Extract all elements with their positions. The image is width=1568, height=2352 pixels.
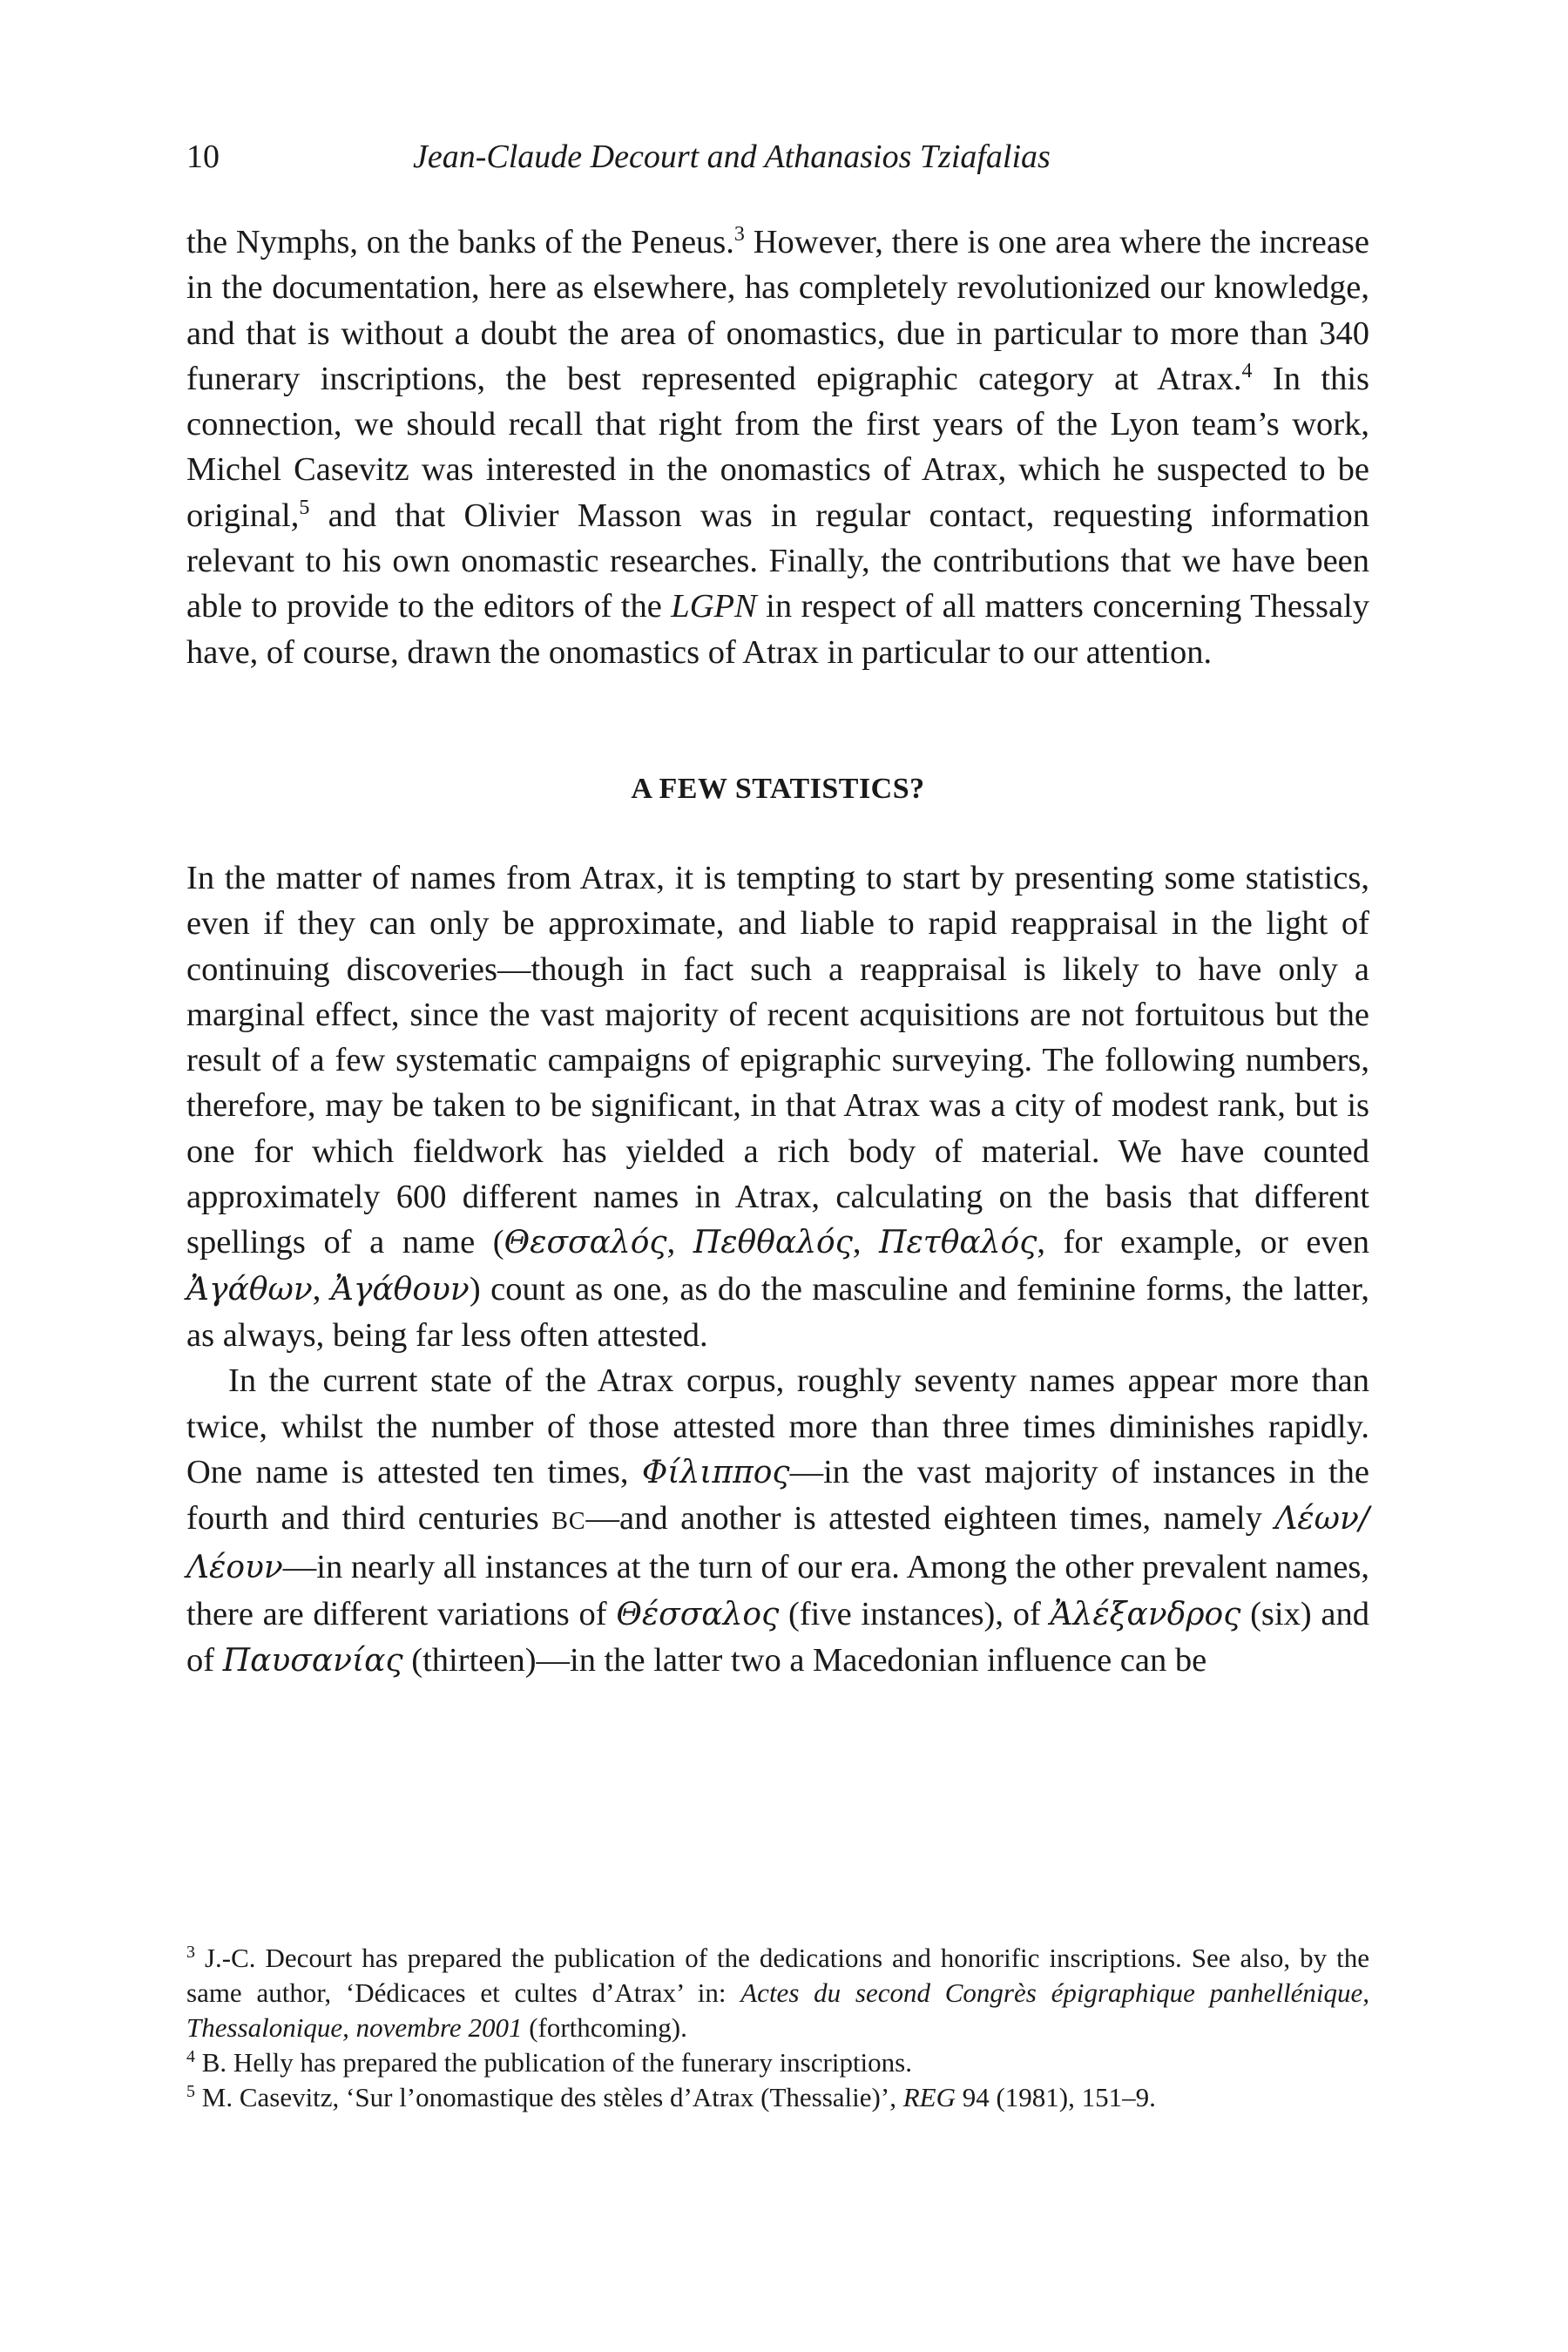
main-text [186,220,1369,1684]
footnote-mark: 5 [186,2082,195,2101]
text-run: However, there is one area where the increase in the documentation, here as elsewhere, has completely revolutionized our knowledge, and that is without a doubt the area of onomastics, due in particular to more than 340 funerary inscriptions, the best represented epigraphic category at Atrax. [186,224,1370,397]
section-heading: A FEW STATISTICS? [631,772,925,805]
text-run: In the matter of names from Atrax, it is tempting to start by presenting some statistics, even if they can only be approximate, and liable to rapid reappraisal in the light of continuing discoveries—though in fact such a reappraisal is likely to have only a marginal effect, since the vast majority of recent acquisitions are not fortuitous but the result of a few systematic campaigns of epigraphic surveying. The following numbers, therefore, may be taken to be significant, in that Atrax was a city of modest rank, but is one for which fieldwork has yielded a rich body of material. We have counted approximately 600 different names in Atrax, calculating on the basis that different spellings of a name ( [186,859,1369,1261]
page-number: 10 [186,139,220,175]
greek-name: Ἀγάθων [186,1271,313,1308]
text-run: In the current state of the Atrax corpus, roughly seventy names appear more than twice, whilst the number of those attested more than three times diminishes rapidly. One name is attested ten times, [186,1362,1369,1490]
greek-name: Φίλιππος [641,1454,790,1490]
footnote-ref-3[interactable]: 3 [733,223,745,246]
greek-name: Πετθαλός [879,1225,1037,1261]
text-run: , [312,1270,331,1308]
text-run: (five instances), of [779,1595,1051,1632]
greek-name: Παυσανίας [222,1643,403,1680]
text-run: in respect of all matters concerning Thessaly have, of course, drawn the onomastics of Atrax in particular to our attention. [186,588,1369,671]
footnotes [186,1941,1369,2115]
journal-title: REG [902,2082,956,2112]
text-run: ) count as one, as do the masculine and feminine forms, the latter, as always, being far less often attested. [186,1270,1369,1354]
footnote-ref-5[interactable]: 5 [299,496,310,519]
greek-name: Θέσσαλος [616,1596,780,1632]
text-run: 94 (1981), 151–9. [955,2082,1156,2112]
greek-name: Θεσσαλός [504,1225,667,1261]
greek-name: Ἀλέξανδρος [1050,1596,1241,1632]
text-run: and that Olivier Masson was in regular contact, requesting information relevant to his own onomastic researches. Finally, the contributions that we have been able to provide to the editors of the [186,497,1369,625]
footnote-ref-4[interactable]: 4 [1241,359,1253,382]
text-run: the Nymphs, on the banks of the Peneus. [186,224,734,260]
text-run: , for example, or even [1037,1224,1370,1261]
footnote-4 [186,2045,1369,2080]
text-run: B. Helly has prepared the publication of the funerary inscriptions. [195,2047,912,2078]
footnote-3 [186,1941,1369,2045]
text-run: (thirteen)—in the latter two a Macedonian influence can be [402,1642,1207,1680]
era-abbreviation: BC [551,1508,586,1536]
greek-name: Πεθθαλός [693,1225,853,1261]
footnote-mark: 4 [186,2047,195,2066]
greek-name: Ἀγάθουν [330,1271,470,1308]
greek-name: Λέων/Λέουν [186,1501,1369,1586]
text-run: M. Casevitz, ‘Sur l’onomastique des stèles d’Atrax (Thessalie)’, [195,2082,903,2112]
text-run: —and another is attested eighteen times, namely [585,1500,1275,1538]
running-head: Jean-Claude Decourt and Athanasios Tziafalias [413,139,1051,175]
text-run: —in nearly all instances at the turn of our era. Among the other prevalent names, there are different variations of [186,1549,1369,1632]
text-run: , [666,1224,693,1261]
text-run: In this connection, we should recall that right from the first years of the Lyon team’s work, Michel Casevitz was interested in the onomastics of Atrax, which he suspected to be original, [186,360,1370,534]
text-run: (six) and of [186,1595,1369,1680]
lgpn-abbreviation: LGPN [671,588,757,625]
text-run: —in the vast majority of instances in the fourth and third centuries [186,1453,1369,1538]
statistics-paragraph-2 [186,1358,1369,1684]
footnote-mark: 3 [186,1943,195,1962]
intro-paragraph [186,220,1369,675]
text-run: , [852,1224,880,1261]
publication-title: Actes du second Congrès épigraphique panhellénique, Thessalonique, novembre 2001 [186,1977,1370,2043]
text-run: J.-C. Decourt has prepared the publication of the dedications and honorific inscriptions. See also, by the same author, ‘Dédicaces et cultes d’Atrax’ in: [186,1943,1369,2008]
statistics-paragraph-1 [186,855,1369,1358]
text-run: (forthcoming). [522,2012,687,2043]
footnote-5 [186,2080,1369,2115]
page-header [186,131,1369,183]
